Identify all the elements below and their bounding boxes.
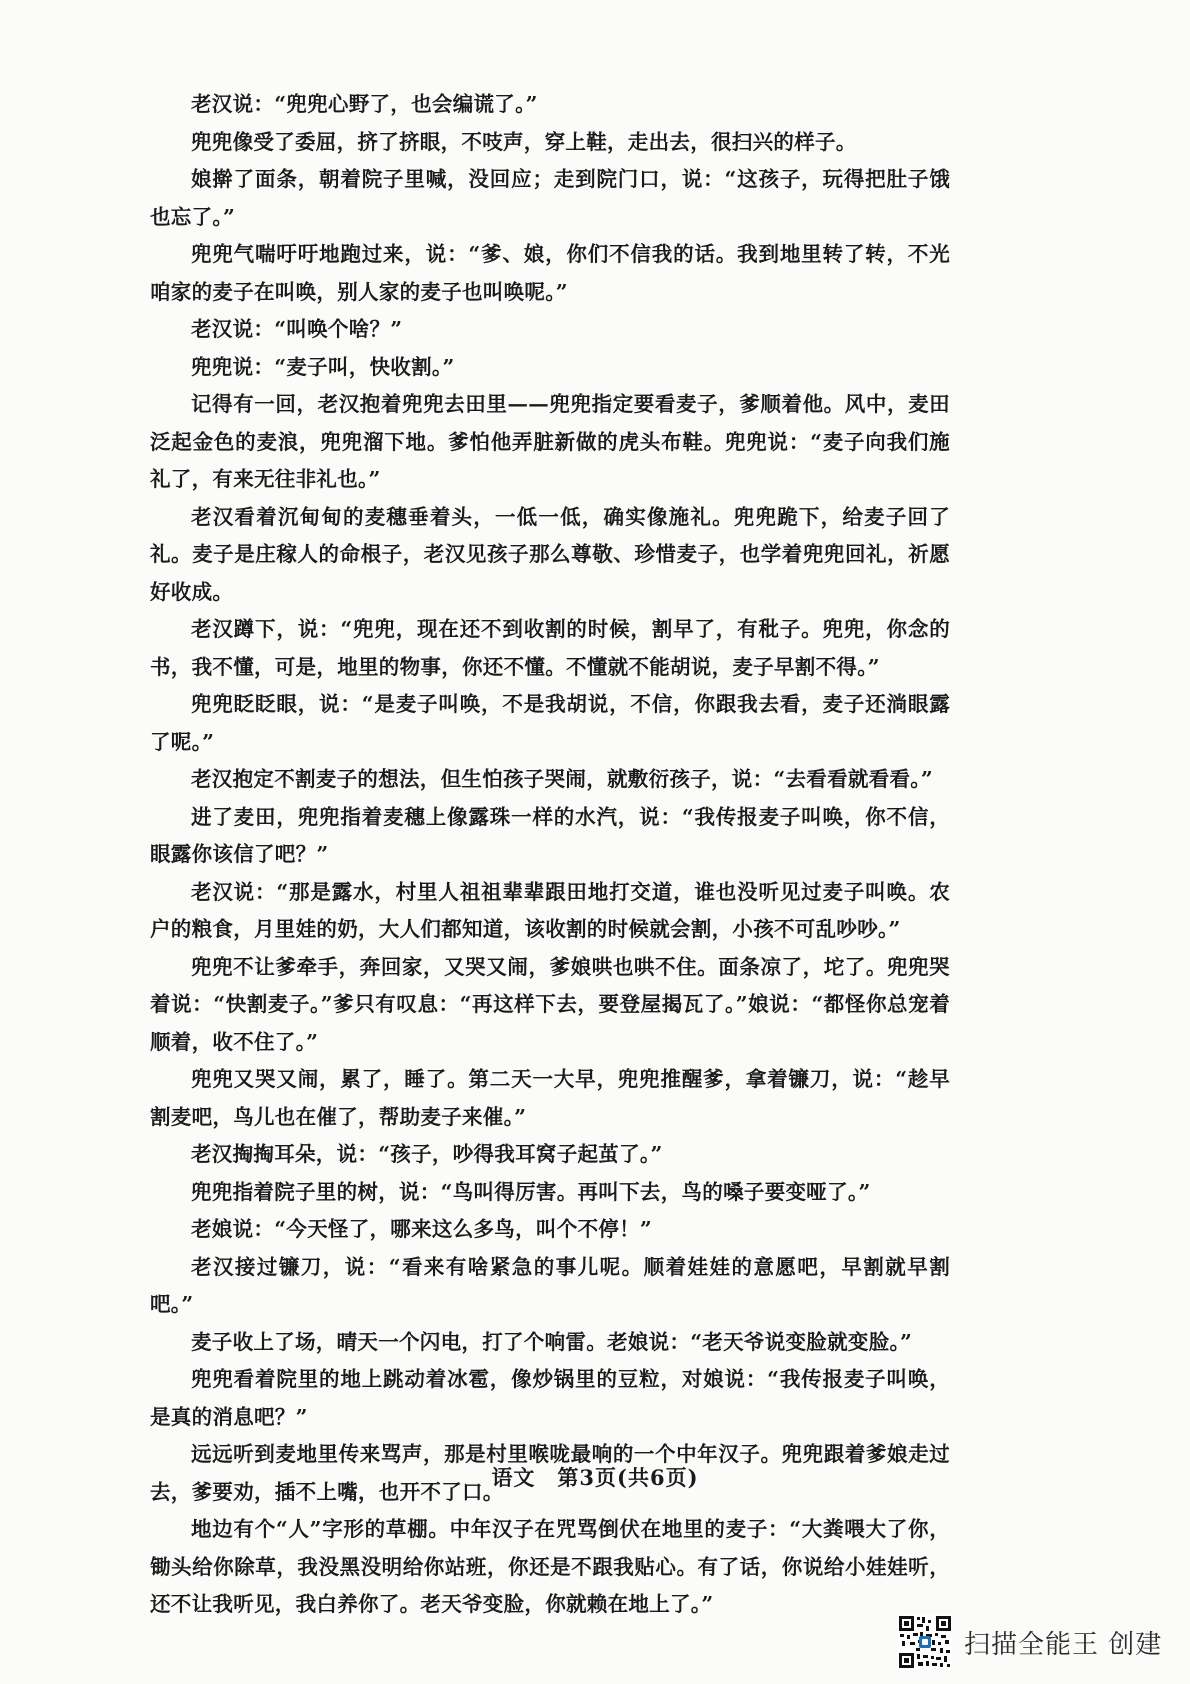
paragraph: 麦子收上了场，晴天一个闪电，打了个响雷。老娘说：“老天爷说变脸就变脸。” <box>191 1329 913 1354</box>
scanner-watermark-text: 扫描全能王 创建 <box>964 1629 1163 1660</box>
paragraph: 老汉看着沉甸甸的麦穗垂着头，一低一低，确实像施礼。兜兜跪下，给麦子回了礼。麦子是庄稼人的命根子，老汉见孩子那么尊敬、珍惜麦子，也学着兜兜回礼，祈愿好收成。 <box>150 504 950 604</box>
paragraph: 老汉说：“那是露水，村里人祖祖辈辈跟田地打交道，谁也没听见过麦子叫唤。农户的粮食，月里娃的奶，大人们都知道，该收割的时候就会割，小孩不可乱吵吵。” <box>150 879 950 941</box>
paragraph: 兜兜像受了委屈，挤了挤眼，不吱声，穿上鞋，走出去，很扫兴的样子。 <box>191 129 857 154</box>
paragraph: 娘擀了面条，朝着院子里喊，没回应；走到院门口，说：“这孩子，玩得把肚子饿也忘了。” <box>150 167 950 229</box>
paragraph: 兜兜不让爹牵手，奔回家，又哭又闹，爹娘哄也哄不住。面条凉了，坨了。兜兜哭着说：“快割麦子。”爹只有叹息：“再这样下去，要登屋揭瓦了。”娘说：“都怪你总宠着顺着，收不住了。” <box>150 954 950 1054</box>
paragraph: 远远听到麦地里传来骂声，那是村里喉咙最响的一个中年汉子。兜兜跟着爹娘走过去，爹要劝，插不上嘴，也开不了口。 <box>150 1442 950 1504</box>
paragraph: 地边有个“人”字形的草棚。中年汉子在咒骂倒伏在地里的麦子：“大粪喂大了你，锄头给你除草，我没黑没明给你站班，你还是不跟我贴心。有了话，你说给小娃娃听，还不让我听见，我白养你了。老天爷变脸，你就赖在地上了。” <box>150 1517 950 1616</box>
paragraph: 老汉掏掏耳朵，说：“孩子，吵得我耳窝子起茧了。” <box>191 1142 663 1166</box>
paragraph: 老汉接过镰刀，说：“看来有啥紧急的事儿呢。顺着娃娃的意愿吧，早割就早割吧。” <box>150 1254 950 1316</box>
qr-code-icon <box>898 1615 952 1669</box>
paragraph: 老汉抱定不割麦子的想法，但生怕孩子哭闹，就敷衍孩子，说：“去看看就看看。” <box>191 767 933 791</box>
paragraph: 兜兜指着院子里的树，说：“鸟叫得厉害。再叫下去，鸟的嗓子要变哑了。” <box>191 1179 871 1204</box>
paragraph: 记得有一回，老汉抱着兜兜去田里——兜兜指定要看麦子，爹顺着他。风中，麦田泛起金色的麦浪，兜兜溜下地。爹怕他弄脏新做的虎头布鞋。兜兜说：“麦子向我们施礼了，有来无往非礼也。” <box>150 392 950 491</box>
paragraph: 兜兜说：“麦子叫，快收割。” <box>191 354 455 379</box>
page-footer: 语文 第3页(共6页) <box>491 1465 699 1490</box>
paragraph: 兜兜气喘吁吁地跑过来，说：“爹、娘，你们不信我的话。我到地里转了转，不光咱家的麦子在叫唤，别人家的麦子也叫唤呢。” <box>150 242 950 304</box>
paragraph: 老娘说：“今天怪了，哪来这么多鸟，叫个不停！” <box>191 1217 652 1241</box>
paragraph: 兜兜又哭又闹，累了，睡了。第二天一大早，兜兜推醒爹，拿着镰刀，说：“趁早割麦吧，鸟儿也在催了，帮助麦子来催。” <box>150 1067 950 1129</box>
paragraph: 进了麦田，兜兜指着麦穗上像露珠一样的水汽，说：“我传报麦子叫唤，你不信，眼露你该信了吧？” <box>150 804 950 866</box>
scanner-watermark <box>898 1614 1162 1670</box>
paragraph: 老汉蹲下，说：“兜兜，现在还不到收割的时候，割早了，有秕子。兜兜，你念的书，我不懂，可是，地里的物事，你还不懂。不懂就不能胡说，麦子早割不得。” <box>150 617 950 679</box>
paragraph: 老汉说：“叫唤个啥？” <box>191 317 403 341</box>
story-text <box>150 86 950 1624</box>
paragraph: 兜兜看着院里的地上跳动着冰雹，像炒锅里的豆粒，对娘说：“我传报麦子叫唤，是真的消息吧？” <box>150 1367 950 1429</box>
paragraph: 兜兜眨眨眼，说：“是麦子叫唤，不是我胡说，不信，你跟我去看，麦子还淌眼露了呢。” <box>150 692 950 754</box>
paragraph: 老汉说：“兜兜心野了，也会编谎了。” <box>191 92 538 116</box>
